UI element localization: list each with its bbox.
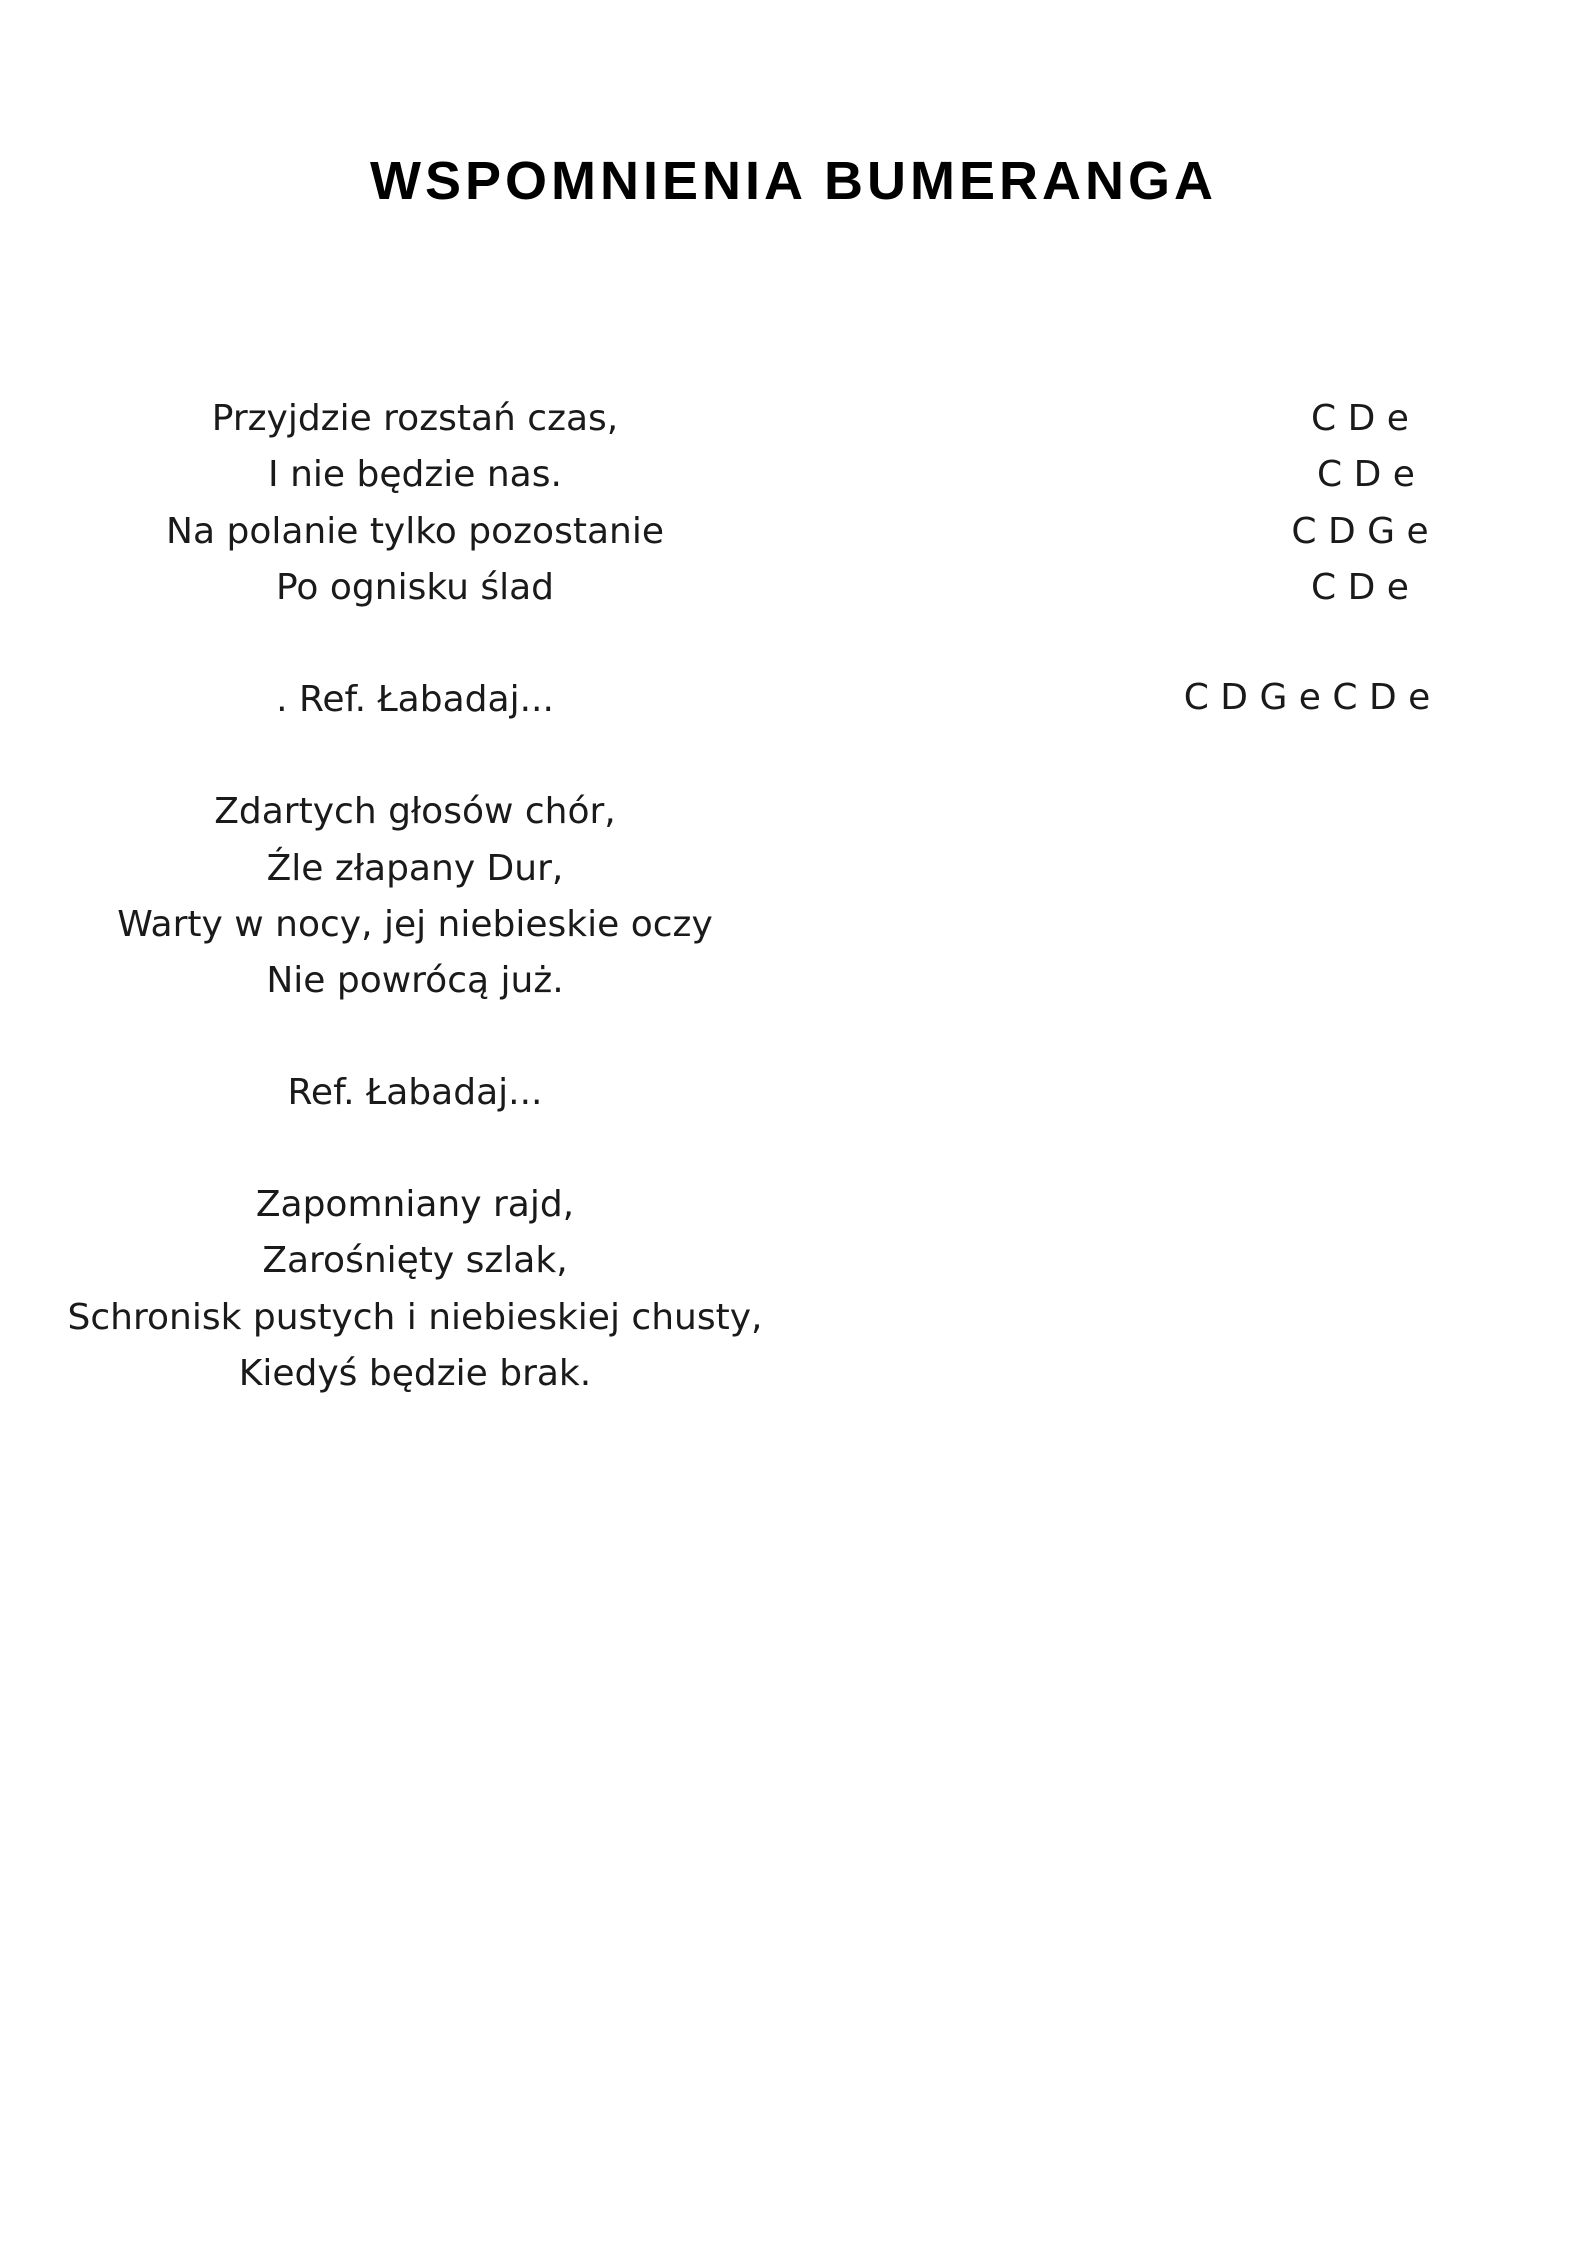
verse-1-line-1: Przyjdzie rozstań czas, bbox=[211, 398, 619, 439]
verse-1-line-2: I nie będzie nas. bbox=[268, 454, 562, 495]
verse-1-chords-2: C D e bbox=[1317, 454, 1415, 495]
refrain-1-chords: C D G e C D e bbox=[1183, 677, 1431, 718]
verse-3-line-3: Schronisk pustych i niebieskiej chusty, bbox=[67, 1297, 763, 1338]
verse-3-line-1: Zapomniany rajd, bbox=[255, 1184, 575, 1225]
verse-1-chords-3: C D G e bbox=[1291, 511, 1429, 552]
verse-2-line-3: Warty w nocy, jej niebieskie oczy bbox=[117, 904, 713, 945]
verse-1-chords-1: C D e bbox=[1311, 398, 1409, 439]
verse-2-line-4: Nie powrócą już. bbox=[266, 960, 564, 1001]
verse-3-line-4: Kiedyś będzie brak. bbox=[238, 1353, 592, 1394]
verse-2-line-1: Zdartych głosów chór, bbox=[214, 791, 616, 832]
verse-1-line-3: Na polanie tylko pozostanie bbox=[166, 511, 664, 552]
verse-1-chords-4: C D e bbox=[1311, 567, 1409, 608]
refrain-2-line: Ref. Łabadaj... bbox=[287, 1072, 543, 1113]
verse-2-line-2: Źle złapany Dur, bbox=[266, 848, 564, 889]
verse-1-line-4: Po ognisku ślad bbox=[275, 567, 554, 608]
verse-3-line-2: Zarośnięty szlak, bbox=[262, 1240, 568, 1281]
song-title: WSPOMNIENIA BUMERANGA bbox=[370, 151, 1217, 211]
refrain-1-line: . Ref. Łabadaj... bbox=[276, 679, 554, 720]
